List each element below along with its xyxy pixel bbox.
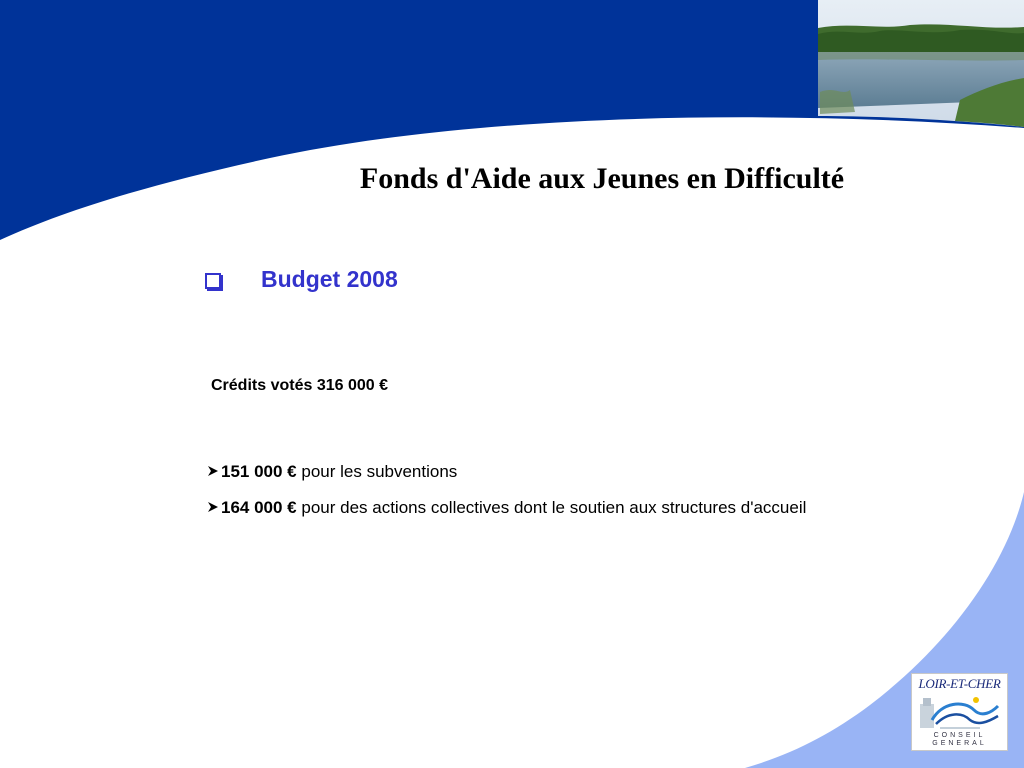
section-heading-text: Budget 2008: [261, 266, 398, 292]
arrow-right-icon: [206, 464, 220, 478]
bullet-item: [206, 498, 806, 518]
logo-subtitle: [914, 732, 1005, 748]
bullet-amount: 151 000 €: [221, 462, 297, 481]
bullet-text: pour les subventions: [296, 462, 458, 481]
lake-photo: [818, 0, 1024, 127]
credits-line: Crédits votés 316 000 €: [211, 377, 388, 394]
bullet-item: [206, 462, 457, 482]
logo-line-1: CONSEIL: [933, 732, 986, 739]
arrow-right-icon: [206, 500, 220, 514]
logo-line-2: GENERAL: [932, 740, 987, 747]
checkbox-icon: [205, 273, 221, 289]
slide-title: Fonds d'Aide aux Jeunes en Difficulté: [359, 162, 845, 195]
bullet-amount: 164 000 €: [221, 498, 297, 517]
bullet-text: pour des actions collectives dont le soutien aux structures d'accueil: [296, 498, 807, 517]
section-heading: [205, 266, 398, 293]
loir-et-cher-logo: [911, 673, 1008, 751]
logo-title: LOIR-ET-CHER: [918, 676, 1001, 691]
logo-emblem-icon: [918, 694, 1002, 730]
